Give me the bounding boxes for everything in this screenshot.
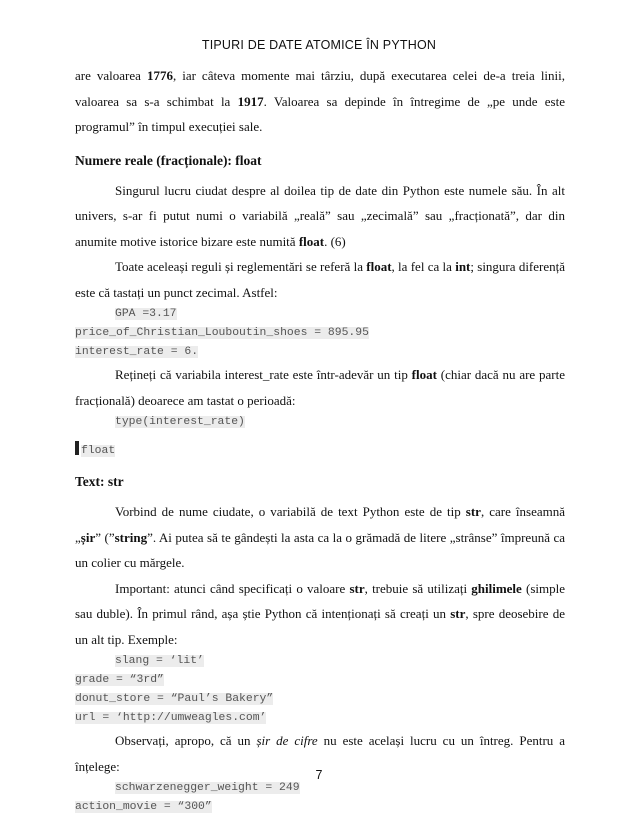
code-text: interest_rate = 6.	[75, 346, 199, 358]
output-text: float	[81, 445, 116, 457]
code-text: GPA =3.17	[115, 308, 177, 320]
bold-text: 1776	[146, 68, 173, 83]
text-run: . Valoarea sa depinde în întregime de „pe unde este programul” în timpul execuției sale.	[75, 93, 566, 134]
code-line	[75, 324, 565, 343]
code-line	[75, 690, 565, 709]
bold-text: str	[450, 606, 466, 621]
paragraph-1	[75, 63, 565, 140]
paragraph-2	[75, 178, 565, 255]
code-line	[75, 652, 565, 671]
code-text: slang = ‘lit’	[115, 655, 204, 667]
section-heading-float: Numere reale (fracționale): float	[75, 152, 262, 168]
code-line	[75, 798, 565, 817]
bold-text: ghilimele	[471, 580, 522, 596]
paragraph-5	[75, 499, 565, 576]
paragraph-3	[75, 254, 565, 305]
text-run: Vorbind de nume ciudate, o variabilă de text Python este de tip	[115, 504, 466, 519]
text-run: . (6)	[324, 233, 346, 249]
bold-text: str	[465, 504, 481, 519]
paragraph-4	[75, 362, 565, 413]
section-heading-str: Text: str	[75, 474, 124, 489]
text-run: nu este același lucru cu un întreg. Pentru a înțelege:	[75, 733, 566, 774]
bold-text: float	[298, 233, 325, 249]
code-text: url = ‘http://umweagles.com’	[75, 712, 267, 724]
code-text: type(interest_rate)	[115, 416, 245, 428]
code-text: price_of_Christian_Louboutin_shoes = 895.95	[75, 327, 369, 339]
text-run: Rețineți că variabila interest_rate este într-adevăr un tip	[115, 367, 412, 382]
code-line	[75, 709, 565, 728]
bold-text: 1917	[237, 93, 264, 109]
code-line	[75, 671, 565, 690]
text-run: Important: atunci când specificați o valoare	[115, 580, 350, 596]
output-marker	[75, 441, 79, 455]
italic-text: șir de cifre	[256, 733, 318, 748]
page-content	[75, 63, 565, 817]
text-run: (simple sau duble). În primul rând, așa știe Python că intenționați să creați un	[75, 580, 565, 621]
text-run: , care înseamnă „	[75, 504, 566, 545]
bold-text: șir	[80, 529, 96, 545]
text-run: , la fel ca la	[391, 259, 456, 274]
code-line	[75, 343, 565, 362]
code-text: action_movie = “300”	[75, 801, 212, 813]
text-run: , trebuie să utilizați	[364, 580, 472, 596]
code-line	[75, 305, 565, 324]
text-run: ”. Ai putea să te gândești la asta ca la o grămadă de litere „strânse” împreună ca un colier cu mărgele.	[75, 529, 565, 570]
code-line-type	[75, 413, 565, 432]
code-text: schwarzenegger_weight = 249	[115, 782, 300, 794]
text-run: , iar câteva momente mai târziu, după executarea celei de-a treia linii, valoarea sa s-a schimbat la	[75, 68, 566, 109]
bold-text: float	[411, 367, 437, 382]
text-run: ; singura diferență este că tastați un punct zecimal. Astfel:	[75, 259, 566, 300]
text-run: (chiar dacă nu are parte fracțională) deoarece am tastat o perioadă:	[75, 367, 565, 408]
bold-text: string	[114, 529, 148, 545]
text-run: are valoarea	[75, 68, 147, 83]
text-run: Toate aceleași reguli și reglementări se referă la	[115, 259, 367, 274]
bold-text: int	[455, 259, 471, 274]
paragraph-6	[75, 576, 565, 653]
page-header: TIPURI DE DATE ATOMICE ÎN PYTHON	[201, 38, 437, 52]
code-text: donut_store = “Paul’s Bakery”	[75, 693, 274, 705]
text-run: Observați, apropo, că un	[115, 733, 257, 748]
bold-text: float	[366, 259, 392, 274]
code-text: grade = “3rd”	[75, 674, 164, 686]
text-run: , spre deosebire de un alt tip. Exemple:	[75, 606, 565, 647]
code-block-float	[75, 305, 565, 362]
text-run: Singurul lucru ciudat despre al doilea tip de date din Python este numele său. În alt univers, s-ar fi putut numi o variabilă „reală” sau „zecimală” sau „fracționată”, dar din anumite motive istorice bizare este numită	[75, 182, 565, 249]
code-block-digits	[75, 779, 565, 817]
code-output	[75, 441, 565, 461]
text-run: ” (”	[95, 529, 115, 545]
code-block-str	[75, 652, 565, 728]
bold-text: str	[349, 580, 365, 596]
page-number: 7	[315, 768, 323, 782]
